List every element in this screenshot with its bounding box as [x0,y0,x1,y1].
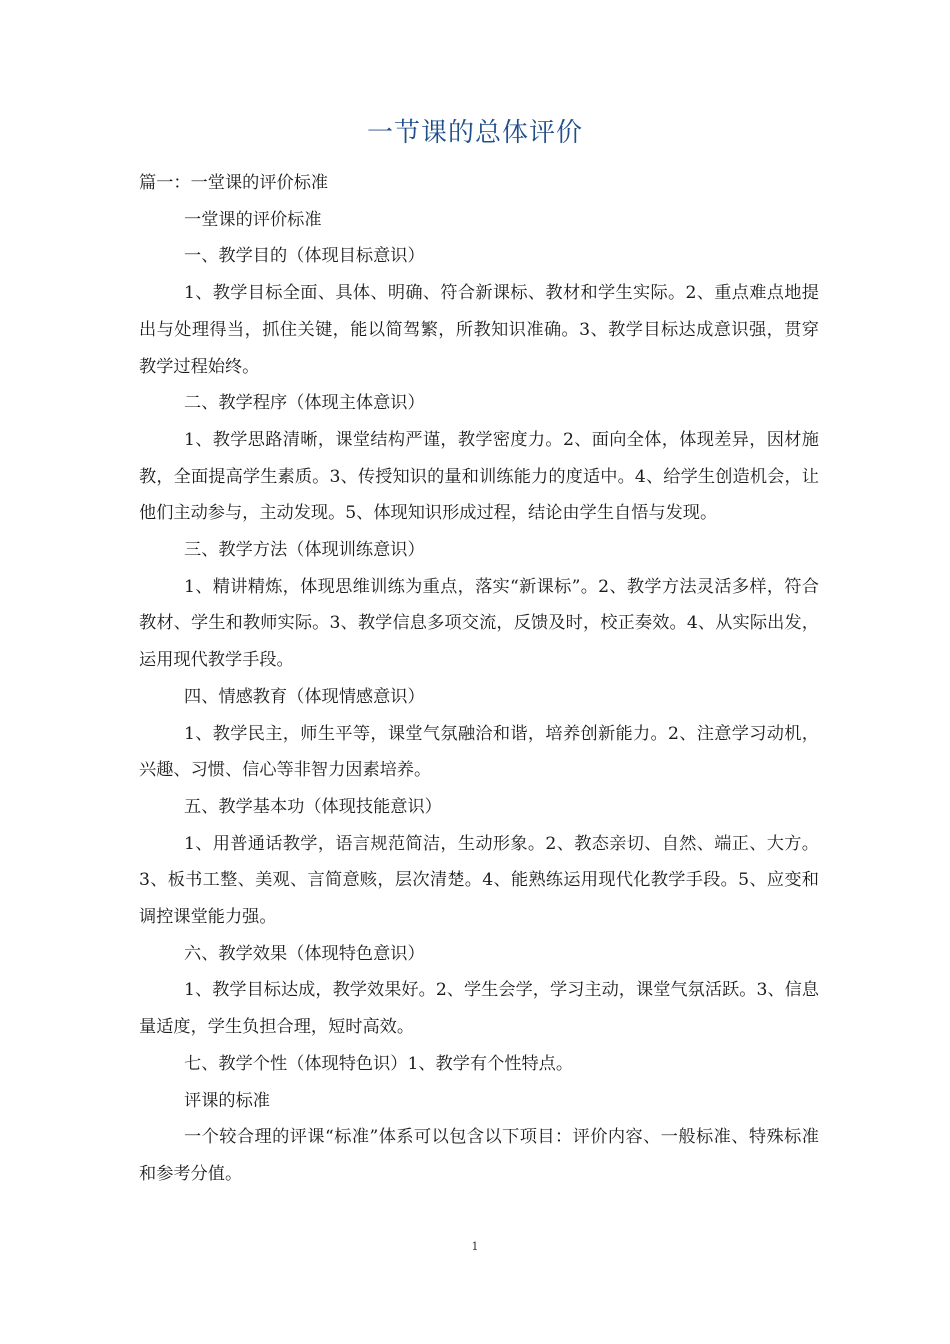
paragraph: 1、教学目标达成，教学效果好。2、学生会学，学习主动，课堂气氛活跃。3、信息量适度，学生负担合理，短时高效。 [139,980,819,1038]
document-body [139,165,819,1193]
paragraph: 六、教学效果（体现特色意识） [184,943,425,964]
paragraph: 1、用普通话教学，语言规范简洁，生动形象。2、教态亲切、自然、端正、大方。3、板书工整、美观、言简意赅，层次清楚。4、能熟练运用现代化教学手段。5、应变和调控课堂能力强。 [139,833,819,928]
paragraph: 五、教学基本功（体现技能意识） [184,796,442,817]
paragraph: 二、教学程序（体现主体意识） [184,393,425,414]
paragraph: 1、教学目标全面、具体、明确、符合新课标、教材和学生实际。2、重点难点地提出与处理得当，抓住关键，能以简驾繁，所教知识准确。3、教学目标达成意识强，贯穿教学过程始终。 [139,283,819,377]
paragraph: 四、情感教育（体现情感意识） [184,686,425,707]
paragraph: 三、教学方法（体现训练意识） [184,540,425,561]
paragraph: 1、教学思路清晰，课堂结构严谨，教学密度力。2、面向全体，体现差异，因材施教，全面提高学生素质。3、传授知识的量和训练能力的度适中。4、给学生创造机会，让他们主动参与，主动发现。5、体现知识形成过程，结论由学生自悟与发现。 [139,429,819,524]
paragraph: 1、教学民主，师生平等，课堂气氛融洽和谐，培养创新能力。2、注意学习动机，兴趣、习惯、信心等非智力因素培养。 [139,723,819,781]
page-number: 1 [471,1240,479,1253]
section-heading: 篇一：一堂课的评价标准 [139,173,329,193]
document-title: 一节课的总体评价 [366,118,583,148]
paragraph: 1、精讲精炼，体现思维训练为重点，落实“新课标”。2、教学方法灵活多样，符合教材、学生和教师实际。3、教学信息多项交流，反馈及时，校正奏效。4、从实际出发，运用现代教学手段。 [139,576,819,671]
paragraph: 一个较合理的评课“标准”体系可以包含以下项目：评价内容、一般标准、特殊标准和参考分值。 [139,1127,819,1184]
subtitle: 一堂课的评价标准 [184,209,322,230]
paragraph: 评课的标准 [184,1090,270,1111]
paragraph: 一、教学目的（体现目标意识） [184,246,425,267]
paragraph: 七、教学个性（体现特色识）1、教学有个性特点。 [184,1053,574,1074]
